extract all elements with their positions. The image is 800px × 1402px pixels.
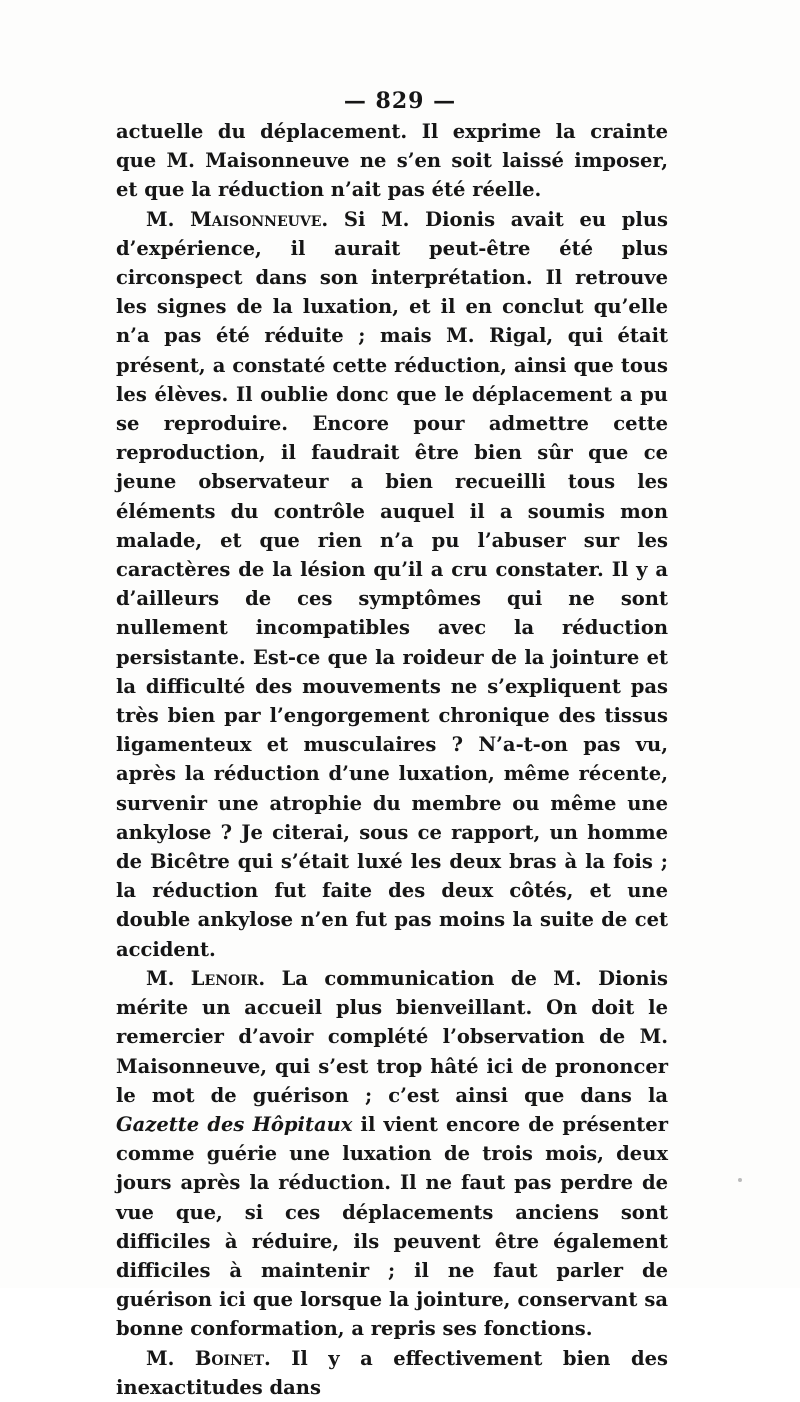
paragraph-3 [116, 964, 668, 1344]
paragraph-1-text: actuelle du déplacement. Il exprime la crainte que M. Maisonneuve ne s’en soit laissé imposer, et que la réduction n’ait pas été réelle. [116, 120, 668, 202]
speaker-name: M. Lenoir. [146, 966, 266, 990]
journal-title: Gazette des Hôpitaux [116, 1112, 353, 1136]
paragraph-3-text-start: La communication de M. Dionis mérite un accueil plus bienveillant. On doit le remercier d’avoir complété l’observation de M. Maisonneuve, qui s’est trop hâté ici de prononcer le mot de guérison ; c’est ainsi que dans la [116, 966, 668, 1107]
paragraph-4 [116, 1344, 668, 1402]
speaker-name: M. Maisonneuve. [146, 207, 329, 231]
paper-speck [738, 1178, 742, 1182]
paragraph-1 [116, 117, 668, 205]
paragraph-2-text: Si M. Dionis avait eu plus d’expérience, il aurait peut-être été plus circonspect dans son interprétation. Il retrouve les signes de la luxation, et il en conclut qu’elle n’a pas été réduite ; mais M. Rigal, qui était présent, a constaté cette réduction, ainsi que tous les élèves. Il oublie donc que le déplacement a pu se reproduire. Encore pour admettre cette reproduction, il faudrait être bien sûr que ce jeune observateur a bien recueilli tous les éléments du contrôle auquel il a soumis mon malade, et que rien n’a pu l’abuser sur les caractères de la lésion qu’il a cru constater. Il y a d’ailleurs de ces symptômes qui ne sont nullement incompatibles avec la réduction persistante. Est-ce que la roideur de la jointure et la difficulté des mouvements ne s’expliquent pas très bien par l’engorgement chronique des tissus ligamenteux et musculaires ? N’a-t-on pas vu, après la réduction d’une luxation, même récente, survenir une atrophie du membre ou même une ankylose ? Je citerai, sous ce rapport, un homme de Bicêtre qui s’était luxé les deux bras à la fois ; la réduction fut faite des deux côtés, et une double ankylose n’en fut pas moins la suite de cet accident. [116, 207, 668, 961]
paragraph-4-text: Il y a effectivement bien des inexactitudes dans [116, 1346, 668, 1399]
paragraph-3-text-end: il vient encore de présenter comme guérie une luxation de trois mois, deux jours après la réduction. Il ne faut pas perdre de vue que, si ces déplacements anciens sont difficiles à réduire, ils peuvent être également difficiles à maintenir ; il ne faut parler de guérison ici que lorsque la jointure, conservant sa bonne conformation, a repris ses fonctions. [116, 1112, 668, 1341]
speaker-name: M. Boinet. [146, 1346, 271, 1370]
paragraph-2 [116, 205, 668, 964]
page-number: — 829 — [343, 88, 457, 114]
body-text [116, 117, 668, 1402]
